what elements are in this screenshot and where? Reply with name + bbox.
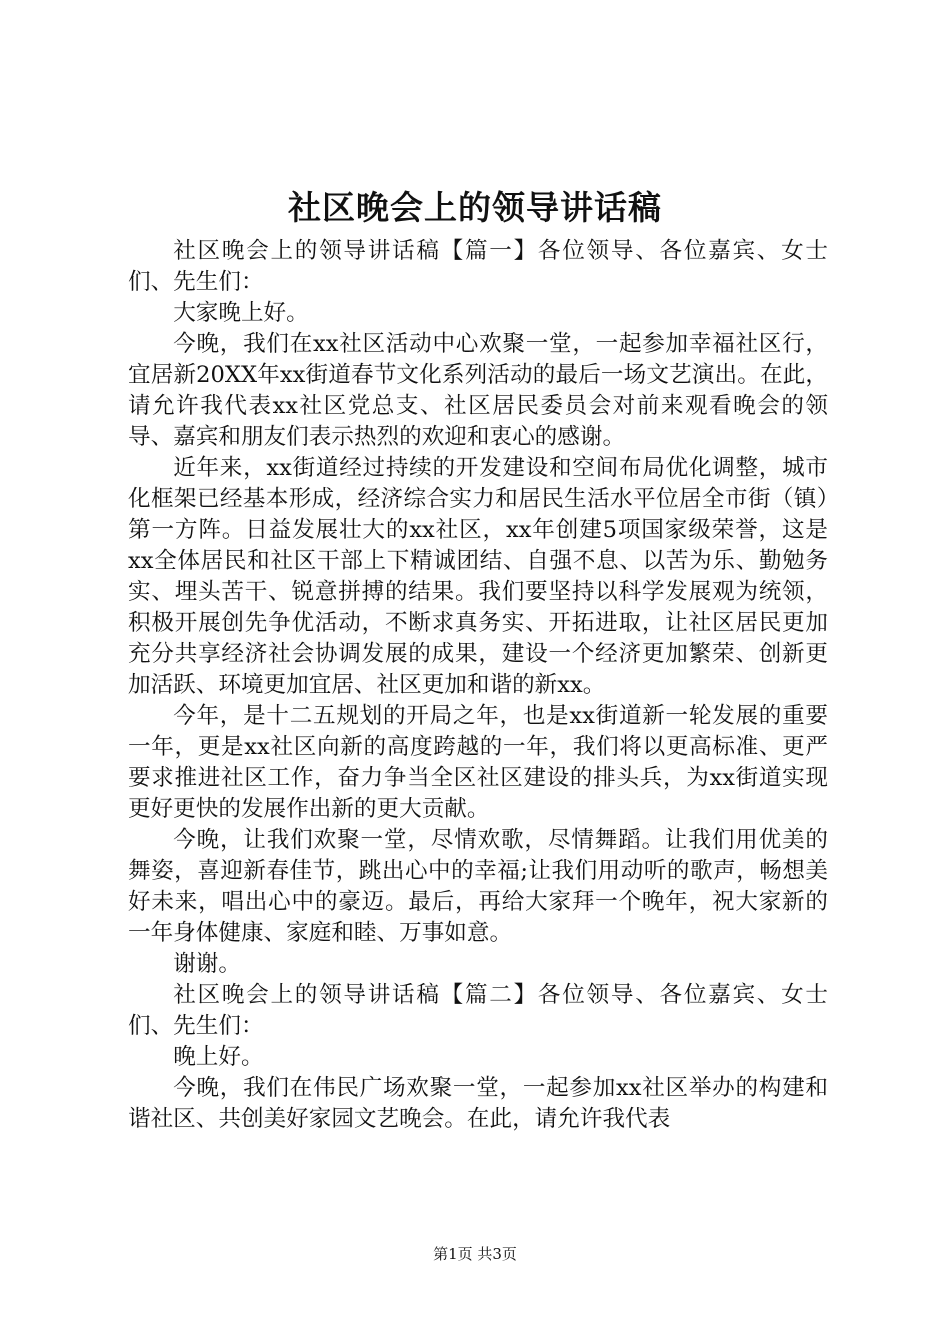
paragraph: 近年来，xx街道经过持续的开发建设和空间布局优化调整，城市化框架已经基本形成，经济综合实力和居民生活水平位居全市街（镇）第一方阵。日益发展壮大的xx社区，xx年创建5项国家级荣誉，这是xx全体居民和社区干部上下精诚团结、自强不息、以苦为乐、勤勉务实、埋头苦干、锐意拼搏的结果。我们要坚持以科学发展观为统领，积极开展创先争优活动，不断求真务实、开拓进取，让社区居民更加充分共享经济社会协调发展的成果，建设一个经济更加繁荣、创新更加活跃、环境更加宜居、社区更加和谐的新xx。 — [128, 455, 828, 698]
paragraph: 今年，是十二五规划的开局之年，也是xx街道新一轮发展的重要一年，更是xx社区向新的高度跨越的一年，我们将以更高标准、更严要求推进社区工作，奋力争当全区社区建设的排头兵，为xx街道实现更好更快的发展作出新的更大贡献。 — [128, 703, 828, 822]
paragraph: 今晚，让我们欢聚一堂，尽情欢歌，尽情舞蹈。让我们用优美的舞姿，喜迎新春佳节，跳出心中的幸福;让我们用动听的歌声，畅想美好未来，唱出心中的豪迈。最后，再给大家拜一个晚年，祝大家新的一年身体健康、家庭和睦、万事如意。 — [128, 827, 828, 946]
paragraph: 谢谢。 — [173, 951, 241, 977]
paragraph: 社区晚会上的领导讲话稿【篇一】各位领导、各位嘉宾、女士们、先生们： — [128, 238, 828, 295]
paragraph: 社区晚会上的领导讲话稿【篇二】各位领导、各位嘉宾、女士们、先生们： — [128, 982, 828, 1039]
paragraph: 今晚，我们在xx社区活动中心欢聚一堂，一起参加幸福社区行，宜居新20XX年xx街道春节文化系列活动的最后一场文艺演出。在此，请允许我代表xx社区党总支、社区居民委员会对前来观看晚会的领导、嘉宾和朋友们表示热烈的欢迎和衷心的感谢。 — [128, 331, 828, 450]
document-title: 社区晚会上的领导讲话稿 — [288, 188, 662, 227]
paragraph: 今晚，我们在伟民广场欢聚一堂，一起参加xx社区举办的构建和谐社区、共创美好家园文艺晚会。在此，请允许我代表 — [128, 1075, 828, 1132]
paragraph: 晚上好。 — [173, 1044, 264, 1070]
paragraph: 大家晚上好。 — [173, 300, 309, 326]
document-body — [128, 236, 828, 1135]
page-footer: 第1页 共3页 — [433, 1245, 517, 1263]
